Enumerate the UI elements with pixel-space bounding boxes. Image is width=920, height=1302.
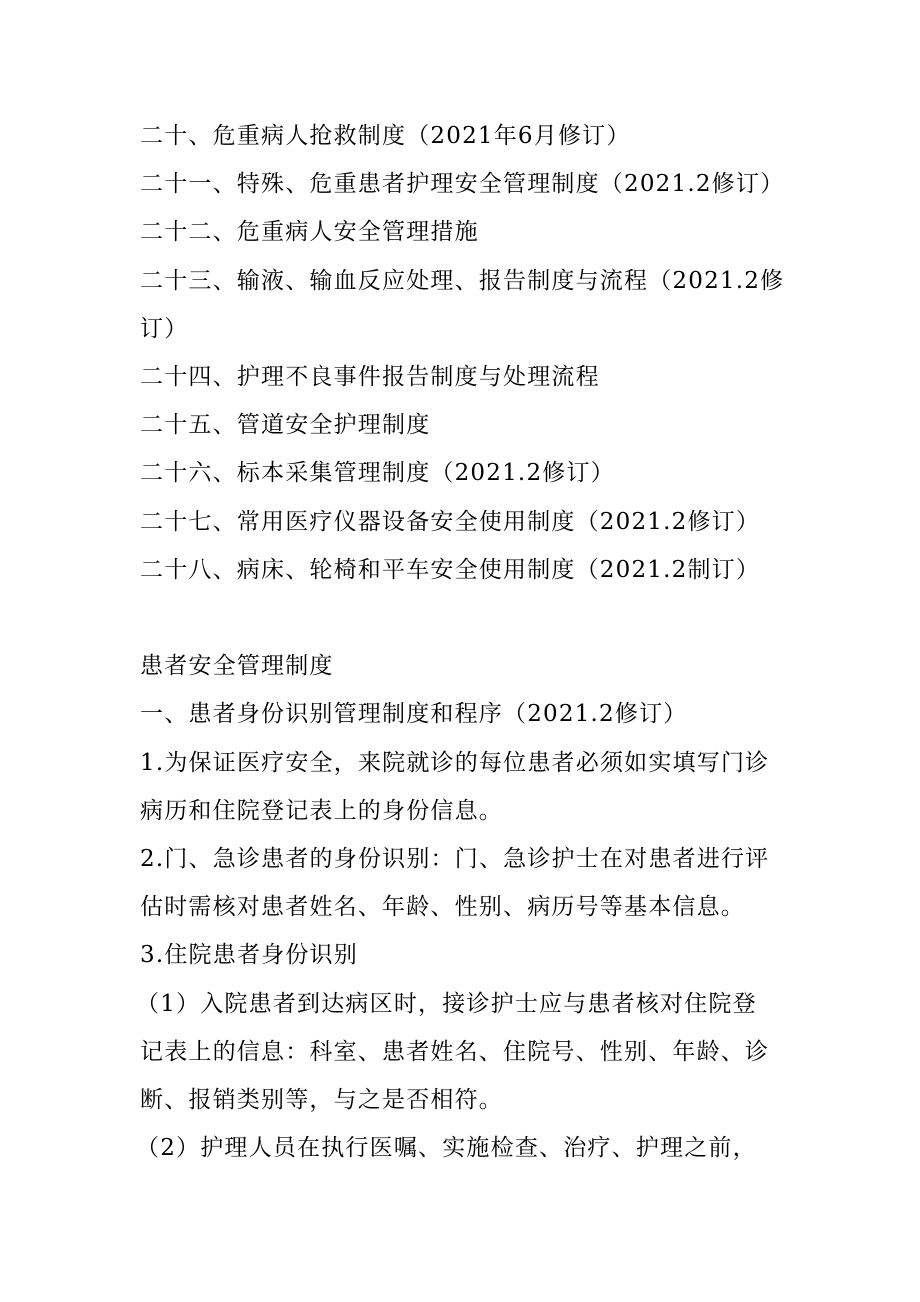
blank-line xyxy=(140,594,800,642)
paragraph-line: 3.住院患者身份识别 xyxy=(140,942,358,969)
toc-item: 二十二、危重病人安全管理措施 xyxy=(140,219,479,246)
section-heading: 一、患者身份识别管理制度和程序（2021.2修订） xyxy=(140,701,688,728)
toc-item: 二十一、特殊、危重患者护理安全管理制度（2021.2修订） xyxy=(140,171,785,198)
toc-item: 二十四、护理不良事件报告制度与处理流程 xyxy=(140,364,600,391)
paragraph-line: （2）护理人员在执行医嘱、实施检查、治疗、护理之前， xyxy=(136,1135,757,1162)
paragraph-line: 1.为保证医疗安全，来院就诊的每位患者必须如实填写门诊 xyxy=(140,749,770,776)
paragraph-line: （1）入院患者到达病区时，接诊护士应与患者核对住院登 xyxy=(136,990,757,1017)
paragraph-line: 估时需核对患者姓名、年龄、性别、病历号等基本信息。 xyxy=(140,894,745,921)
toc-item: 二十七、常用医疗仪器设备安全使用制度（2021.2修订） xyxy=(140,508,761,535)
toc-item: 二十六、标本采集管理制度（2021.2修订） xyxy=(140,460,615,487)
toc-item: 二十五、管道安全护理制度 xyxy=(140,412,431,439)
paragraph-line: 2.门、急诊患者的身份识别：门、急诊护士在对患者进行评 xyxy=(140,846,770,873)
toc-item: 二十三、输液、输血反应处理、报告制度与流程（2021.2修 xyxy=(140,267,785,294)
toc-item: 二十八、病床、轮椅和平车安全使用制度（2021.2制订） xyxy=(140,556,761,583)
paragraph-line: 记表上的信息：科室、患者姓名、住院号、性别、年龄、诊 xyxy=(140,1038,770,1065)
paragraph-line: 断、报销类别等，与之是否相符。 xyxy=(140,1087,503,1114)
toc-item: 二十、危重病人抢救制度（2021年6月修订） xyxy=(140,123,631,149)
paragraph-line: 病历和住院登记表上的身份信息。 xyxy=(140,797,503,824)
document-body xyxy=(136,112,800,1172)
toc-item-continuation: 订） xyxy=(140,315,189,342)
section-title: 患者安全管理制度 xyxy=(140,653,334,680)
